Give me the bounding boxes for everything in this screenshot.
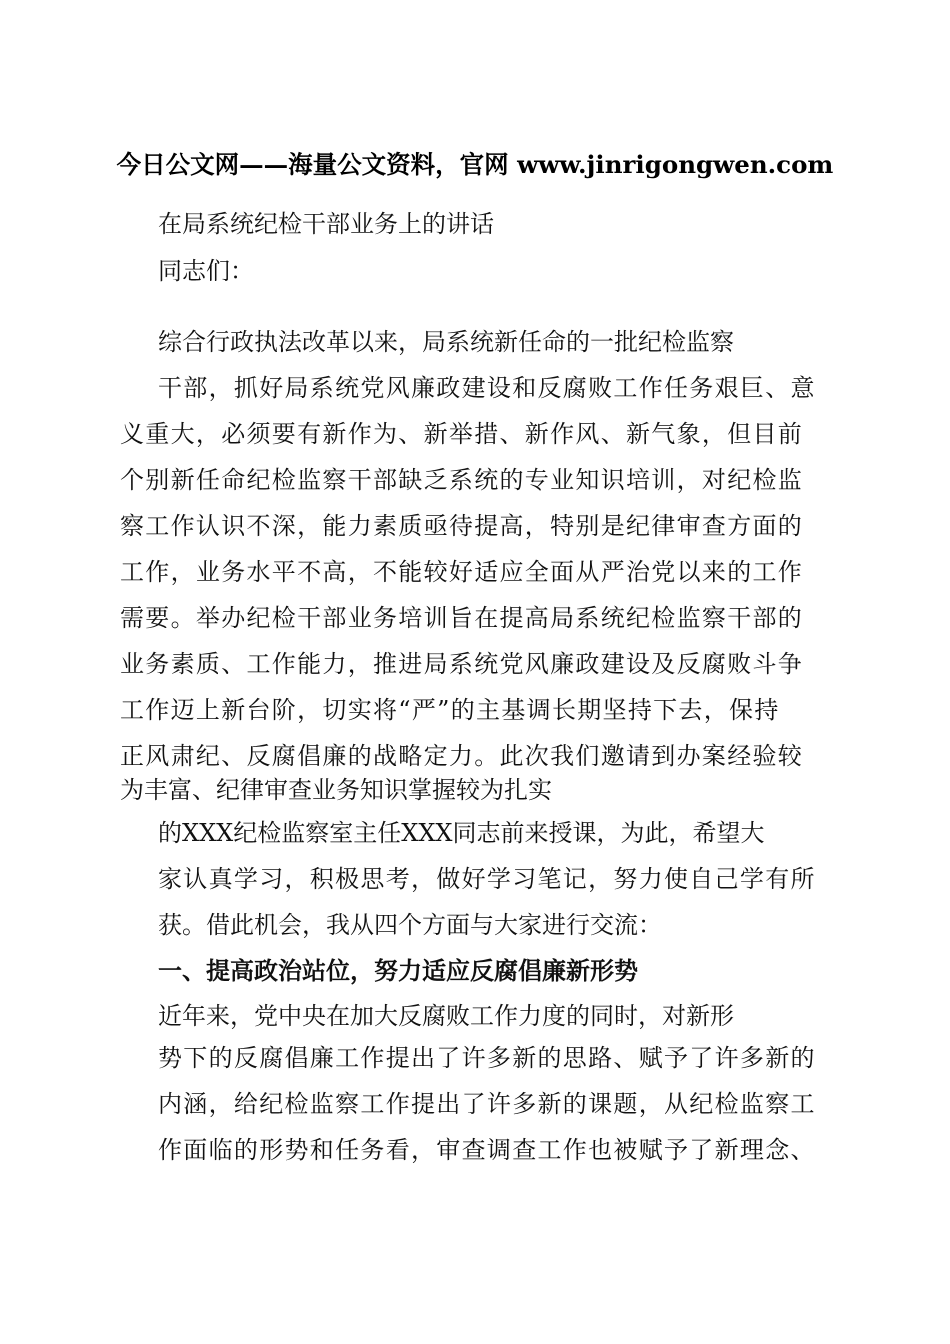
salutation: 同志们： <box>158 257 254 285</box>
paragraph-line: 工作，业务水平不高，不能较好适应全面从严治党以来的工作 <box>120 558 804 586</box>
paragraph-line: 家认真学习，积极思考，做好学习笔记，努力使自己学有所 <box>158 865 816 893</box>
section-heading: 一、提高政治站位，努力适应反腐倡廉新形势 <box>158 956 638 985</box>
paragraph-line: 的XXX纪检监察室主任XXX同志前来授课，为此，希望大 <box>158 819 765 847</box>
paragraph-line: 需要。举办纪检干部业务培训旨在提高局系统纪检监察干部的 <box>120 604 804 632</box>
paragraph-line: 干部，抓好局系统党风廉政建设和反腐败工作任务艰巨、意 <box>158 374 816 402</box>
paragraph-line: 势下的反腐倡廉工作提出了许多新的思路、赋予了许多新的 <box>158 1044 816 1072</box>
paragraph-line: 综合行政执法改革以来，局系统新任命的一批纪检监察 <box>158 328 734 356</box>
paragraph-line: 作面临的形势和任务看，审查调查工作也被赋予了新理念、 <box>158 1136 816 1164</box>
paragraph-line: 获。借此机会，我从四个方面与大家进行交流： <box>158 911 662 939</box>
paragraph-line: 义重大，必须要有新作为、新举措、新作风、新气象，但目前 <box>120 420 804 448</box>
paragraph-line: 内涵，给纪检监察工作提出了许多新的课题，从纪检监察工 <box>158 1090 816 1118</box>
paragraph-line: 察工作认识不深，能力素质亟待提高，特别是纪律审查方面的 <box>120 512 804 540</box>
paragraph-line: 为丰富、纪律审查业务知识掌握较为扎实 <box>120 776 552 804</box>
site-watermark-header: 今日公文网——海量公文资料，官网 www.jinrigongwen.com <box>116 150 834 179</box>
paragraph-line: 工作迈上新台阶，切实将“严”的主基调长期坚持下去，保持 <box>120 696 780 724</box>
paragraph-line: 正风肃纪、反腐倡廉的战略定力。此次我们邀请到办案经验较 <box>120 742 804 770</box>
paragraph-line: 业务素质、工作能力，推进局系统党风廉政建设及反腐败斗争 <box>120 650 804 678</box>
speech-title: 在局系统纪检干部业务上的讲话 <box>158 210 494 238</box>
paragraph-line: 个别新任命纪检监察干部缺乏系统的专业知识培训，对纪检监 <box>120 466 804 494</box>
paragraph-line: 近年来，党中央在加大反腐败工作力度的同时，对新形 <box>158 1002 734 1030</box>
